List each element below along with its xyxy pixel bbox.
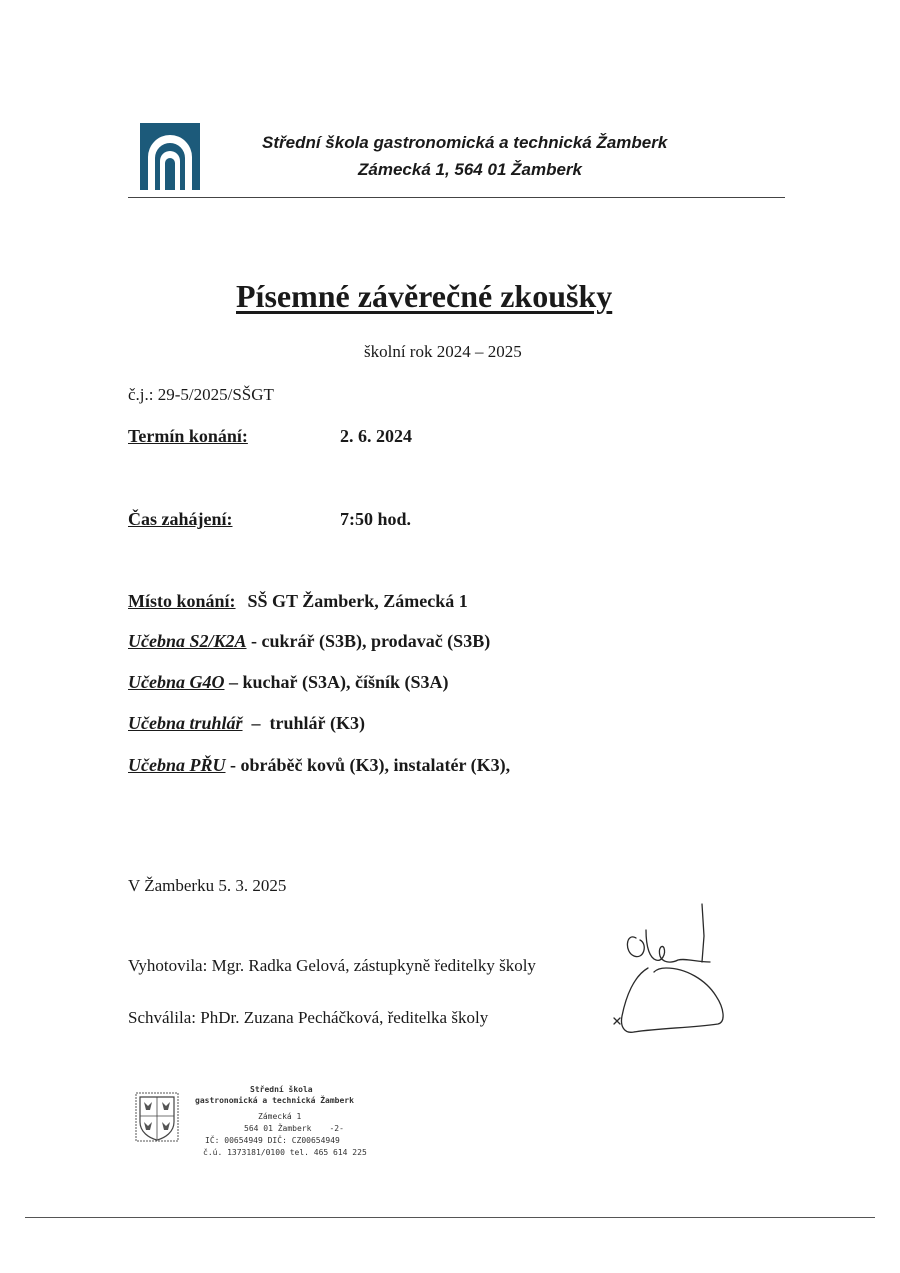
prepared-by: Vyhotovila: Mgr. Radka Gelová, zástupkyně ředitelky školy	[128, 956, 536, 975]
school-logo	[140, 123, 200, 190]
room-row	[128, 631, 490, 652]
stamp-page: -2-	[329, 1124, 344, 1133]
stamp-line-4	[244, 1124, 344, 1133]
footer-divider	[25, 1217, 875, 1218]
stamp-line-6: č.ú. 1373181/0100 tel. 465 614 225	[203, 1148, 367, 1157]
room-row	[128, 672, 449, 693]
room-name: Učebna truhlář	[128, 713, 243, 733]
stamp-line-3: Zámecká 1	[258, 1112, 302, 1121]
room-name: Učebna S2/K2A	[128, 631, 247, 651]
place-row	[128, 591, 468, 612]
header-divider	[128, 197, 785, 198]
stamp-line-2: gastronomická a technická Žamberk	[195, 1096, 354, 1105]
room-row	[128, 713, 365, 734]
room-row	[128, 755, 510, 776]
room-subjects: obráběč kovů (K3), instalatér (K3),	[240, 755, 511, 775]
stamp-line-5: IČ: 00654949 DIČ: CZ00654949	[205, 1136, 340, 1145]
room-subjects: cukrář (S3B), prodavač (S3B)	[261, 631, 491, 651]
school-name: Střední škola gastronomická a technická Žamberk	[262, 133, 668, 152]
start-value: 7:50 hod.	[340, 509, 412, 529]
place-label: Místo konání:	[128, 591, 236, 611]
room-subjects: truhlář (K3)	[269, 713, 366, 733]
room-separator: -	[246, 631, 262, 651]
room-name: Učebna G4O	[128, 672, 225, 692]
stamp-city: 564 01 Žamberk	[244, 1124, 312, 1133]
state-emblem-icon	[135, 1092, 179, 1142]
place-date: V Žamberku 5. 3. 2025	[128, 876, 287, 895]
term-label: Termín konání:	[128, 426, 248, 446]
stamp-line-1: Střední škola	[250, 1085, 313, 1094]
reference-number: č.j.: 29-5/2025/SŠGT	[128, 385, 274, 404]
room-subjects: kuchař (S3A), číšník (S3A)	[242, 672, 449, 692]
term-value: 2. 6. 2024	[340, 426, 412, 446]
document-title: Písemné závěrečné zkoušky	[236, 278, 613, 314]
start-label: Čas zahájení:	[128, 509, 233, 529]
room-separator: –	[242, 713, 270, 733]
place-value: SŠ GT Žamberk, Zámecká 1	[247, 591, 468, 611]
school-year: školní rok 2024 – 2025	[364, 342, 522, 361]
signature-icon	[600, 900, 740, 1050]
approved-by: Schválila: PhDr. Zuzana Pecháčková, ředitelka školy	[128, 1008, 489, 1027]
room-separator: –	[224, 672, 243, 692]
room-separator: -	[225, 755, 241, 775]
room-name: Učebna PŘU	[128, 755, 226, 775]
school-address: Zámecká 1, 564 01 Žamberk	[358, 160, 582, 179]
